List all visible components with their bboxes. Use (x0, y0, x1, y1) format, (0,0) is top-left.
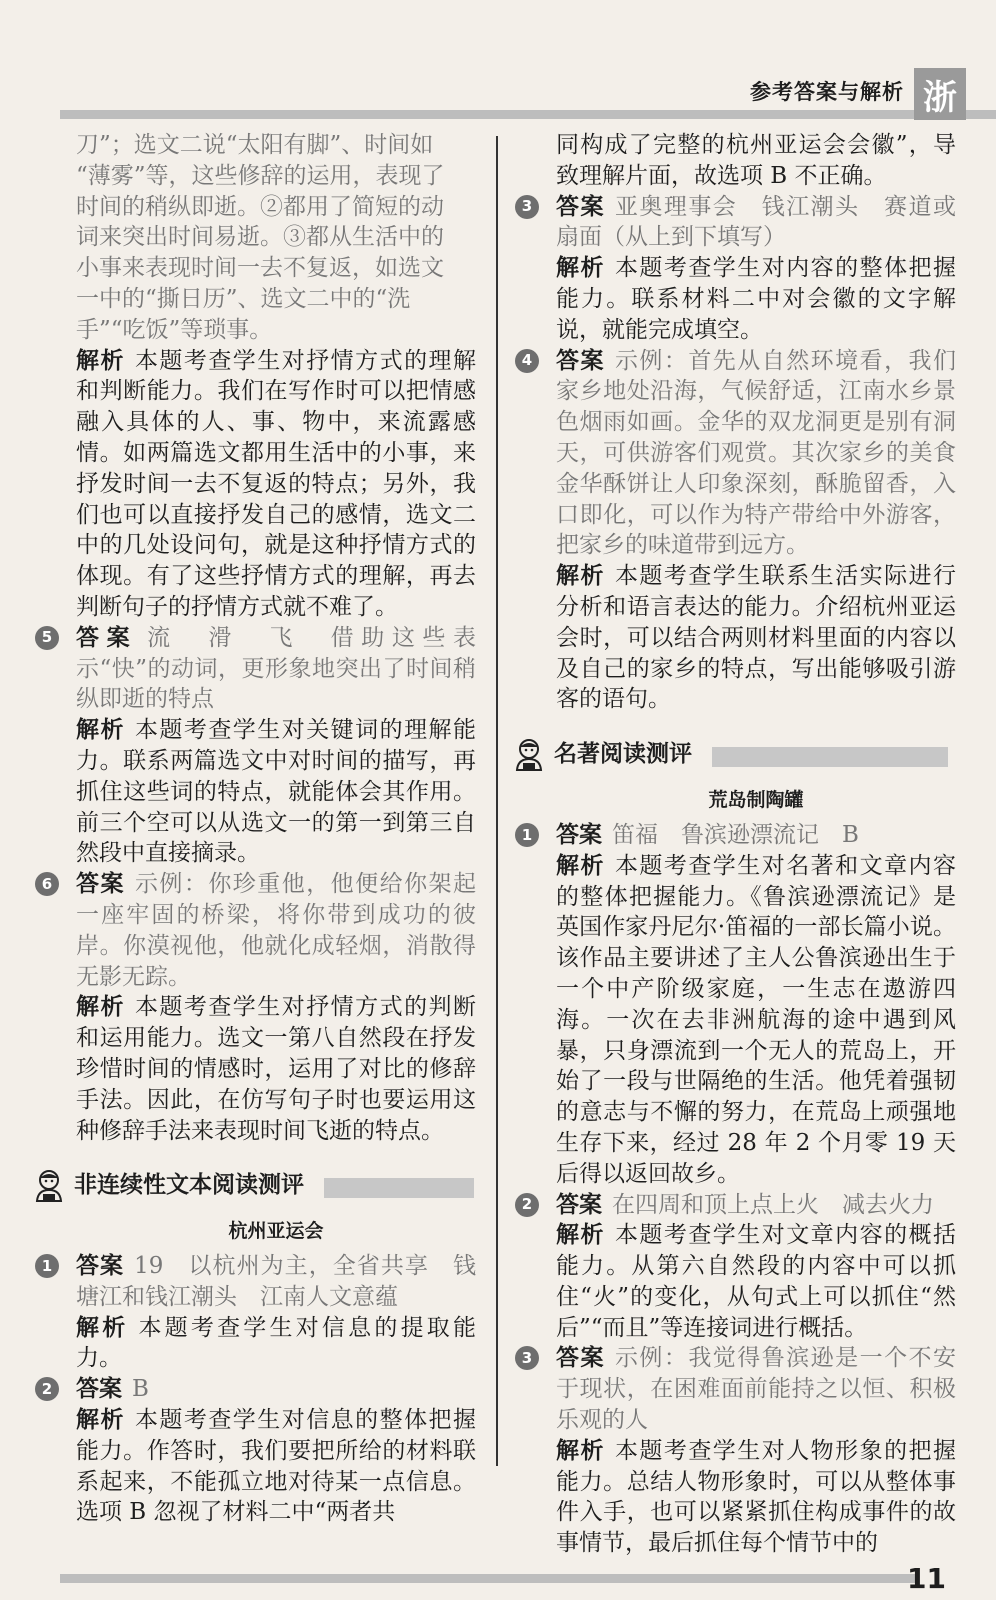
answer-text: 19 以杭州为主，全省共享 钱塘江和钱江潮头 江南人文意蕴 (76, 1253, 476, 1310)
section-header-classics (512, 733, 956, 777)
answer-text: 亚奥理事会 钱江潮头 赛道或扇面（从上到下填写） (556, 193, 957, 251)
question-number-badge: 6 (35, 872, 59, 896)
answer-item (41, 1374, 476, 1405)
question-number-badge: 2 (515, 1193, 539, 1217)
intro-answer-text (76, 130, 476, 346)
analysis-text: 本题考查学生对内容的整体把握能力。联系材料二中对会徽的文字解说，就能完成填空。 (556, 255, 957, 343)
question-number-badge: 3 (515, 195, 539, 219)
answer-item (521, 1343, 957, 1435)
answer-text: 在四周和顶上点上火 减去火力 (612, 1191, 934, 1218)
answer-item (521, 192, 957, 254)
analysis-label: 解析 (76, 717, 125, 744)
analysis-text: 本题考查学生对关键词的理解能力。联系两篇选文中对时间的描写，再抓住这些词的特点，就能体会其作用。前三个空可以从选文一的第一到第三自然段中直接摘录。 (76, 717, 477, 867)
right-column (521, 130, 957, 1559)
question-number-badge: 1 (515, 823, 539, 847)
analysis-item (556, 1220, 956, 1343)
analysis-label: 解析 (556, 255, 605, 282)
answer-label: 答案 (556, 1345, 605, 1372)
province-tab: 浙 (914, 68, 966, 120)
intro-line: 手”“吃饭”等琐事。 (76, 316, 273, 343)
intro-line: 刀”；选文二说“太阳有脚”、时间如 (76, 132, 434, 158)
analysis-item (556, 253, 956, 345)
header-title: 参考答案与解析 (750, 80, 904, 104)
answer-label: 答案 (76, 1253, 125, 1280)
analysis-text: 本题考查学生联系生活实际进行分析和语言表达的能力。介绍杭州亚运会时，可以结合两则材料里面的内容以及自己的家乡的特点，写出能够吸引游客的语句。 (556, 563, 957, 713)
answer-item (521, 346, 957, 562)
section-subtitle: 荒岛制陶罐 (708, 789, 804, 812)
section-title: 非连续性文本阅读测评 (74, 1172, 304, 1199)
analysis-text: 本题考查学生对人物形象的把握能力。总结人物形象时，可以从整体事件入手，也可以紧紧抓住构成事件的故事情节，最后抓住每个情节中的 (556, 1437, 957, 1557)
section-title: 名著阅读测评 (554, 741, 692, 768)
analysis-item (76, 992, 476, 1146)
question-number-badge: 3 (515, 1346, 539, 1370)
answer-text: B (132, 1376, 149, 1403)
header-rule (60, 110, 996, 119)
analysis-label: 解析 (556, 852, 605, 879)
intro-line: 词来突出时间易逝。③都从生活中的 (76, 224, 444, 251)
section-subtitle: 杭州亚运会 (228, 1220, 324, 1243)
intro-analysis (76, 346, 476, 623)
student-icon (512, 737, 546, 771)
analysis-text: 本题考查学生对抒情方式的判断和运用能力。选文一第八自然段在抒发珍惜时间的情感时，运用了对比的修辞手法。因此，在仿写句子时也要运用这种修辞手法来表现时间飞逝的特点。 (76, 994, 477, 1144)
analysis-text: 本题考查学生对信息的提取能力。 (76, 1314, 477, 1372)
left-column (41, 130, 477, 1528)
analysis-label: 解析 (556, 1222, 605, 1249)
analysis-text: 本题考查学生对文章内容的概括能力。从第六自然段的内容中可以抓住“火”的变化，从句式上可以抓住“然后”“而且”等连接词进行概括。 (556, 1222, 957, 1341)
intro-line: 一中的“撕日历”、选文二中的“洗 (76, 285, 411, 312)
answer-label: 答案 (76, 1376, 122, 1403)
answer-text: 流 滑 飞 借助这些表示“快”的动词，更形象地突出了时间稍纵即逝的特点 (76, 624, 477, 713)
answer-item (41, 869, 477, 992)
analysis-item (76, 1405, 476, 1528)
section-header-nonlinear (32, 1164, 476, 1208)
intro-line: 时间的稍纵即逝。②都用了简短的动 (76, 193, 444, 220)
intro-line: 小事来表现时间一去不复返，如选文 (76, 255, 444, 282)
answer-item (41, 1251, 476, 1313)
analysis-item (556, 561, 956, 715)
section-title-bar (712, 747, 948, 767)
answer-text: 示例：我觉得鲁滨逊是一个不安于现状，在困难面前能持之以恒、积极乐观的人 (556, 1345, 957, 1434)
answer-label: 答案 (76, 871, 125, 898)
analysis-label: 解析 (556, 563, 605, 590)
footer-rule (60, 1574, 916, 1583)
answer-label: 答案 (76, 624, 138, 651)
analysis-label: 解析 (76, 1407, 125, 1434)
answer-text: 示例：首先从自然环境看，我们家乡地处沿海，气候舒适，江南水乡景色烟雨如画。金华的双龙洞更是别有洞天，可供游客们观赏。其次家乡的美食金华酥饼让人印象深刻，酥脆留香，入口即化，可以作为特产带给中外游客，把家乡的味道带到远方。 (556, 347, 957, 559)
analysis-label: 解析 (76, 1314, 129, 1341)
analysis-label: 解析 (76, 347, 125, 374)
answer-item (521, 820, 956, 851)
analysis-item (76, 715, 476, 869)
answer-item (41, 623, 477, 715)
student-icon (32, 1168, 66, 1202)
answer-label: 答案 (556, 821, 602, 848)
answer-item (521, 1190, 956, 1221)
question-number-badge: 2 (35, 1377, 59, 1401)
analysis-text: 本题考查学生对名著和文章内容的整体把握能力。《鲁滨逊漂流记》是英国作家丹尼尔·笛福的一部长篇小说。该作品主要讲述了主人公鲁滨逊出生于一个中产阶级家庭，一生志在遨游四海。一次在去非洲航海的途中遇到风暴，只身漂流到一个无人的荒岛上，开始了一段与世隔绝的生活。他凭着强韧的意志与不懈的努力，在荒岛上顽强地生存下来，经过 28 年 2 个月零 19 天后得以返回故乡。 (556, 852, 957, 1187)
page-number: 11 (907, 1562, 946, 1595)
intro-line: “薄雾”等，这些修辞的运用，表现了 (76, 162, 445, 189)
question-number-badge: 4 (515, 349, 539, 373)
answer-label: 答案 (556, 193, 605, 220)
section-title-bar (324, 1178, 474, 1198)
question-number-badge: 1 (35, 1254, 59, 1278)
analysis-item (76, 1313, 476, 1375)
answer-text: 示例：你珍重他，他便给你架起一座牢固的桥梁，将你带到成功的彼岸。你漠视他，他就化成轻烟，消散得无影无踪。 (76, 871, 477, 990)
answer-label: 答案 (556, 347, 605, 374)
question-number-badge: 5 (35, 626, 59, 650)
analysis-item (556, 851, 956, 1190)
column-divider (496, 136, 498, 1466)
answer-label: 答案 (556, 1191, 602, 1218)
analysis-text: 本题考查学生对抒情方式的理解和判断能力。我们在写作时可以把情感融入具体的人、事、物中，来流露感情。如两篇选文都用生活中的小事，来抒发时间一去不复返的特点；另外，我们也可以直接抒发自己的感情，选文二中的几处设问句，就是这种抒情方式的体现。有了这些抒情方式的理解，再去判断句子的抒情方式就不难了。 (76, 347, 477, 620)
analysis-item (556, 1436, 956, 1559)
analysis-label: 解析 (556, 1437, 605, 1464)
analysis-label: 解析 (76, 994, 125, 1021)
analysis-text: 本题考查学生对信息的整体把握能力。作答时，我们要把所给的材料联系起来，不能孤立地对待某一点信息。选项 B 忽视了材料二中“两者共 (76, 1407, 477, 1526)
continued-analysis-text: 同构成了完整的杭州亚运会会徽”，导致理解片面，故选项 B 不正确。 (556, 132, 956, 189)
answer-text: 笛福 鲁滨逊漂流记 B (612, 821, 859, 848)
